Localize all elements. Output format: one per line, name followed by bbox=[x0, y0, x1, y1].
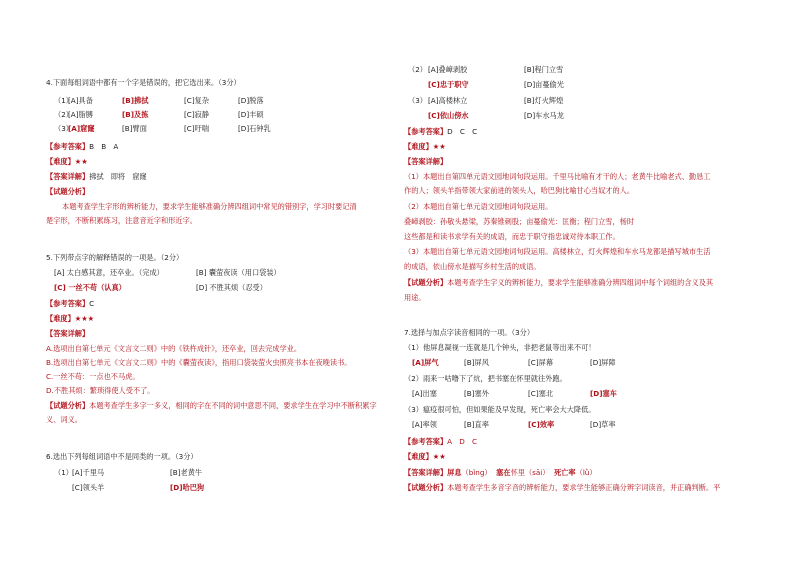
detail-text: 拂拭 即将 窟窿 bbox=[89, 172, 147, 181]
q7-answer bbox=[404, 435, 477, 448]
q7-s2-a: [A]出塞 bbox=[412, 389, 437, 398]
q6-row3-d: [D]车水马龙 bbox=[524, 111, 564, 120]
answer-label: 【参考答案】 bbox=[404, 437, 448, 446]
q4-row2-b: [B]及拣 bbox=[122, 110, 149, 119]
q6-row3-b: [B]灯火辉煌 bbox=[524, 96, 564, 105]
q4-detail bbox=[46, 170, 147, 183]
answer-value: A D C bbox=[447, 437, 477, 446]
q6-answer bbox=[404, 125, 477, 138]
q6-detail-label bbox=[404, 155, 447, 168]
q6-row1-b: [B]老黄牛 bbox=[170, 468, 203, 477]
q4-row1-d: [D]脱落 bbox=[238, 96, 264, 105]
answer-label: 【参考答案】 bbox=[46, 299, 90, 308]
q6-difficulty bbox=[404, 140, 446, 153]
q7-s2-b: [B]塞外 bbox=[464, 389, 489, 398]
q7-s3-c: [C]效率 bbox=[528, 420, 555, 429]
difficulty-label: 【难度】 bbox=[404, 142, 433, 151]
difficulty-stars: ★★ bbox=[432, 142, 446, 151]
q4-row2-a: [A]脂膊 bbox=[68, 110, 93, 119]
q4-row1-b: [B]拂拭 bbox=[122, 96, 149, 105]
analysis-text: 本题考查学生多音字音的辨析能力，要求学生能够正确分辨字词读音，并正确判断。平 bbox=[447, 483, 721, 492]
difficulty-label: 【难度】 bbox=[46, 314, 75, 323]
q7-s1-c: [C]屏幕 bbox=[528, 358, 554, 367]
q5-detail-4: D.不胜其烦：繁琐得使人受不了。 bbox=[46, 386, 155, 395]
q7-s3-a: [A]率领 bbox=[412, 420, 437, 429]
q5-option-c: [C] 一丝不苟（认真） bbox=[54, 283, 126, 292]
q7-s1-b: [B]屏风 bbox=[464, 358, 489, 367]
analysis-label: 【试题分析】 bbox=[404, 483, 448, 492]
q6-analysis-2: 用途。 bbox=[404, 293, 426, 302]
analysis-text: 本题考查学生字义的辨析能力，要求学生能够准确分辨四组词中每个词组的含义及其 bbox=[447, 278, 714, 287]
q6-row2-a: [A]叠嶂剥胶 bbox=[428, 65, 468, 74]
q6-row1-d: [D]哈巴狗 bbox=[170, 483, 205, 492]
q5-analysis bbox=[46, 399, 377, 412]
q7-s1-d: [D]屏障 bbox=[590, 358, 616, 367]
q4-title: 4.下面每组词语中都有一个字是错误的，把它选出来。（3分） bbox=[46, 78, 241, 87]
difficulty-label: 【难度】 bbox=[404, 452, 433, 461]
q7-sentence-1: （1）他屏息凝视一连就是几个钟头，非把老鼠等出来不可！ bbox=[404, 343, 596, 352]
q5-difficulty bbox=[46, 312, 94, 325]
detail-label: 【答案详解】 bbox=[404, 468, 448, 477]
q6-detail-5: 这些都是和读书求学有关的成语，而忠于职守指忠诚对待本职工作。 bbox=[404, 232, 620, 241]
detail-pinyin-2: 怀里（sāi） bbox=[510, 468, 550, 477]
q4-row1-a: [A]具备 bbox=[68, 96, 93, 105]
q5-option-b: [B] 囊萤夜读（用口袋装） bbox=[196, 268, 281, 277]
detail-label: 【答案详解】 bbox=[46, 172, 90, 181]
q7-s3-b: [B]直率 bbox=[464, 420, 489, 429]
q6-detail-7: 的成语，依山傍水是描写乡村生活的成语。 bbox=[404, 262, 541, 271]
q6-row2-c: [C]忠于职守 bbox=[428, 80, 469, 89]
q6-detail-3: （2）本题出自第七单元语文园地词句段运用。 bbox=[404, 202, 553, 211]
q4-row2-c: [C]寂静 bbox=[184, 110, 210, 119]
q6-detail-4: 叠嶂剥胶：孙敬头悬梁，苏秦锥刺股；亩蔓偷光：匡衡；程门立雪，杨时 bbox=[404, 217, 635, 226]
analysis-label: 【试题分析】 bbox=[46, 187, 90, 196]
detail-word-2: 塞在 bbox=[496, 468, 511, 477]
difficulty-stars: ★★ bbox=[432, 452, 446, 461]
q7-difficulty bbox=[404, 450, 446, 463]
detail-pinyin-3: （lǜ） bbox=[575, 468, 597, 477]
q6-row3-c: [C]依山傍水 bbox=[428, 111, 469, 120]
answer-value: D C C bbox=[447, 127, 478, 136]
q6-row3-num: （3） bbox=[408, 96, 427, 105]
q7-s3-d: [D]草率 bbox=[590, 420, 616, 429]
q6-analysis bbox=[404, 276, 713, 289]
analysis-text: 本题考查学生多字一多义，相同的字在不同的词中意思不同，要求学生在学习中不断积累字 bbox=[89, 401, 377, 410]
q5-detail-2: B.选项出自第七单元《文言文二则》中的《囊萤夜读》，指用口袋装萤火虫照亮书本在夜晚读书。 bbox=[46, 358, 352, 367]
answer-label: 【参考答案】 bbox=[404, 127, 448, 136]
q4-row3-c: [C]吁喘 bbox=[184, 124, 210, 133]
q4-analysis-label bbox=[46, 185, 89, 198]
q4-row1-c: [C]复杂 bbox=[184, 96, 210, 105]
q4-row3-d: [D]石钟乳 bbox=[238, 124, 271, 133]
q7-sentence-3: （3）瘟疫很可怕，但如果能及早发现，死亡率会大大降低。 bbox=[404, 405, 596, 414]
q4-row1-num: （1） bbox=[54, 96, 73, 105]
q4-analysis-1: 本题考查学生字形的辨析能力，要求学生能够准确分辨四组词中常见的错别字，学习时要记清 bbox=[62, 202, 357, 211]
difficulty-stars: ★★ bbox=[74, 157, 88, 166]
analysis-label: 【试题分析】 bbox=[46, 401, 90, 410]
q4-row3-a: [A]窟窿 bbox=[68, 124, 95, 133]
q5-detail-3: C.一丝不苟：一点也不马虎。 bbox=[46, 372, 140, 381]
detail-word-3: 死亡率 bbox=[554, 468, 576, 477]
q4-row2-num: （2） bbox=[54, 110, 73, 119]
q6-detail-6: （3）本题出自第七单元语文园地词句段运用。高楼林立，灯火辉煌和车水马龙都是描写城市生活 bbox=[404, 247, 711, 256]
q6-row2-b: [B]程门立雪 bbox=[524, 65, 564, 74]
q5-detail-label bbox=[46, 327, 89, 340]
q7-s2-c: [C]塞北 bbox=[528, 389, 554, 398]
q4-row2-d: [D]丰硕 bbox=[238, 110, 264, 119]
q5-answer bbox=[46, 297, 94, 310]
q5-detail-1: A.选项出自第七单元《文言文二则》中的《铁杵成针》，还卒业，回去完成学业。 bbox=[46, 344, 302, 353]
q6-row1-c: [C]领头羊 bbox=[72, 483, 105, 492]
analysis-label: 【试题分析】 bbox=[404, 278, 448, 287]
q7-sentence-2: （2）雨来一咕噜下了炕，把书塞在怀里就往外跑。 bbox=[404, 374, 567, 383]
q7-s1-a: [A]屏气 bbox=[412, 358, 439, 367]
q4-difficulty bbox=[46, 155, 88, 168]
q6-row3-a: [A]高楼林立 bbox=[428, 96, 468, 105]
q7-analysis bbox=[404, 481, 720, 494]
q6-row1-a: [A]千里马 bbox=[72, 468, 105, 477]
q5-analysis-2: 义、词义。 bbox=[46, 415, 82, 424]
difficulty-label: 【难度】 bbox=[46, 157, 75, 166]
answer-label: 【参考答案】 bbox=[46, 142, 90, 151]
q7-detail bbox=[404, 466, 597, 479]
detail-pinyin-1: （bǐng） bbox=[461, 468, 492, 477]
difficulty-stars: ★★★ bbox=[74, 314, 95, 323]
q4-row3-b: [B]臂面 bbox=[122, 124, 147, 133]
q4-answer bbox=[46, 140, 118, 153]
q5-option-a: [A] 太白感其意，还卒业。（完成） bbox=[54, 268, 164, 277]
answer-value: C bbox=[89, 299, 95, 308]
q7-s2-d: [D]塞车 bbox=[590, 389, 617, 398]
answer-value: B B A bbox=[89, 142, 119, 151]
q4-row3-num: （3） bbox=[54, 124, 73, 133]
q6-detail-1: （1）本题出自第四单元语文园地词句段运用。千里马比喻有才干的人；老黄牛比喻老式、勤恳工 bbox=[404, 172, 711, 181]
q6-row2-d: [D]亩蔓偷光 bbox=[524, 80, 564, 89]
detail-word-1: 屏息 bbox=[447, 468, 462, 477]
q5-option-d: [D] 不胜其烦（忍受） bbox=[196, 283, 267, 292]
q6-row1-num: （1） bbox=[54, 468, 73, 477]
q7-title: 7.选择与加点字读音相同的一项。（3分） bbox=[404, 328, 535, 337]
detail-label: 【答案详解】 bbox=[404, 157, 448, 166]
q4-analysis-2: 楚字形，不断积累练习，注意音近字和形近字。 bbox=[46, 216, 197, 225]
q5-title: 5.下列带点字的解释错误的一项是。（2分） bbox=[46, 253, 184, 262]
q6-row2-num: （2） bbox=[408, 65, 427, 74]
q6-detail-2: 作的人；领头羊指带领大家前进的领头人，哈巴狗比喻甘心当奴才的人。 bbox=[404, 186, 635, 195]
q6-title: 6.选出下列每组词语中不是同类的一项。（3分） bbox=[46, 452, 198, 461]
detail-label: 【答案详解】 bbox=[46, 329, 90, 338]
